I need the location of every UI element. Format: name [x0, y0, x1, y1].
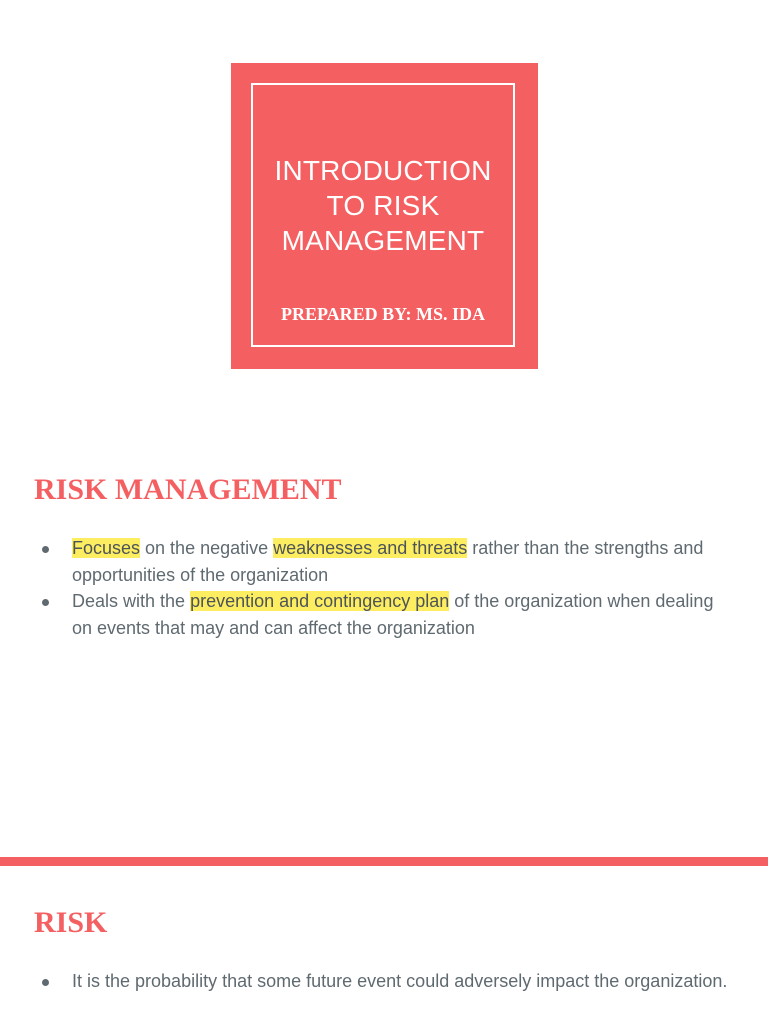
section-divider: [0, 857, 768, 866]
text-span: It is the probability that some future event could adversely impact the organization.: [72, 971, 728, 991]
highlighted-text: prevention and contingency plan: [190, 591, 450, 611]
list-item: [34, 968, 734, 995]
text-span: Deals with the: [72, 591, 191, 611]
highlighted-text: weaknesses and threats: [273, 538, 468, 558]
slide-title: INTRODUCTION TO RISK MANAGEMENT: [274, 155, 492, 256]
text-span: of the organization when dealing on events that may and can affect the organization: [72, 591, 714, 638]
bullet-icon: [42, 546, 49, 553]
risk-list: [34, 968, 734, 995]
text-span: rather than the strengths and opportunities of the organization: [72, 538, 704, 585]
risk-heading: RISK: [34, 906, 108, 939]
risk-management-list: [34, 535, 734, 641]
bullet-icon: [42, 599, 49, 606]
risk-management-heading: RISK MANAGEMENT: [34, 473, 342, 506]
highlighted-text: Focuses: [72, 538, 141, 558]
title-slide: [231, 63, 538, 369]
list-item: [34, 535, 734, 588]
title-frame: [251, 83, 515, 347]
text-span: on the negative: [140, 538, 274, 558]
list-item: [34, 588, 734, 641]
slide-subtitle: PREPARED BY: MS. IDA: [280, 304, 485, 324]
bullet-icon: [42, 979, 49, 986]
